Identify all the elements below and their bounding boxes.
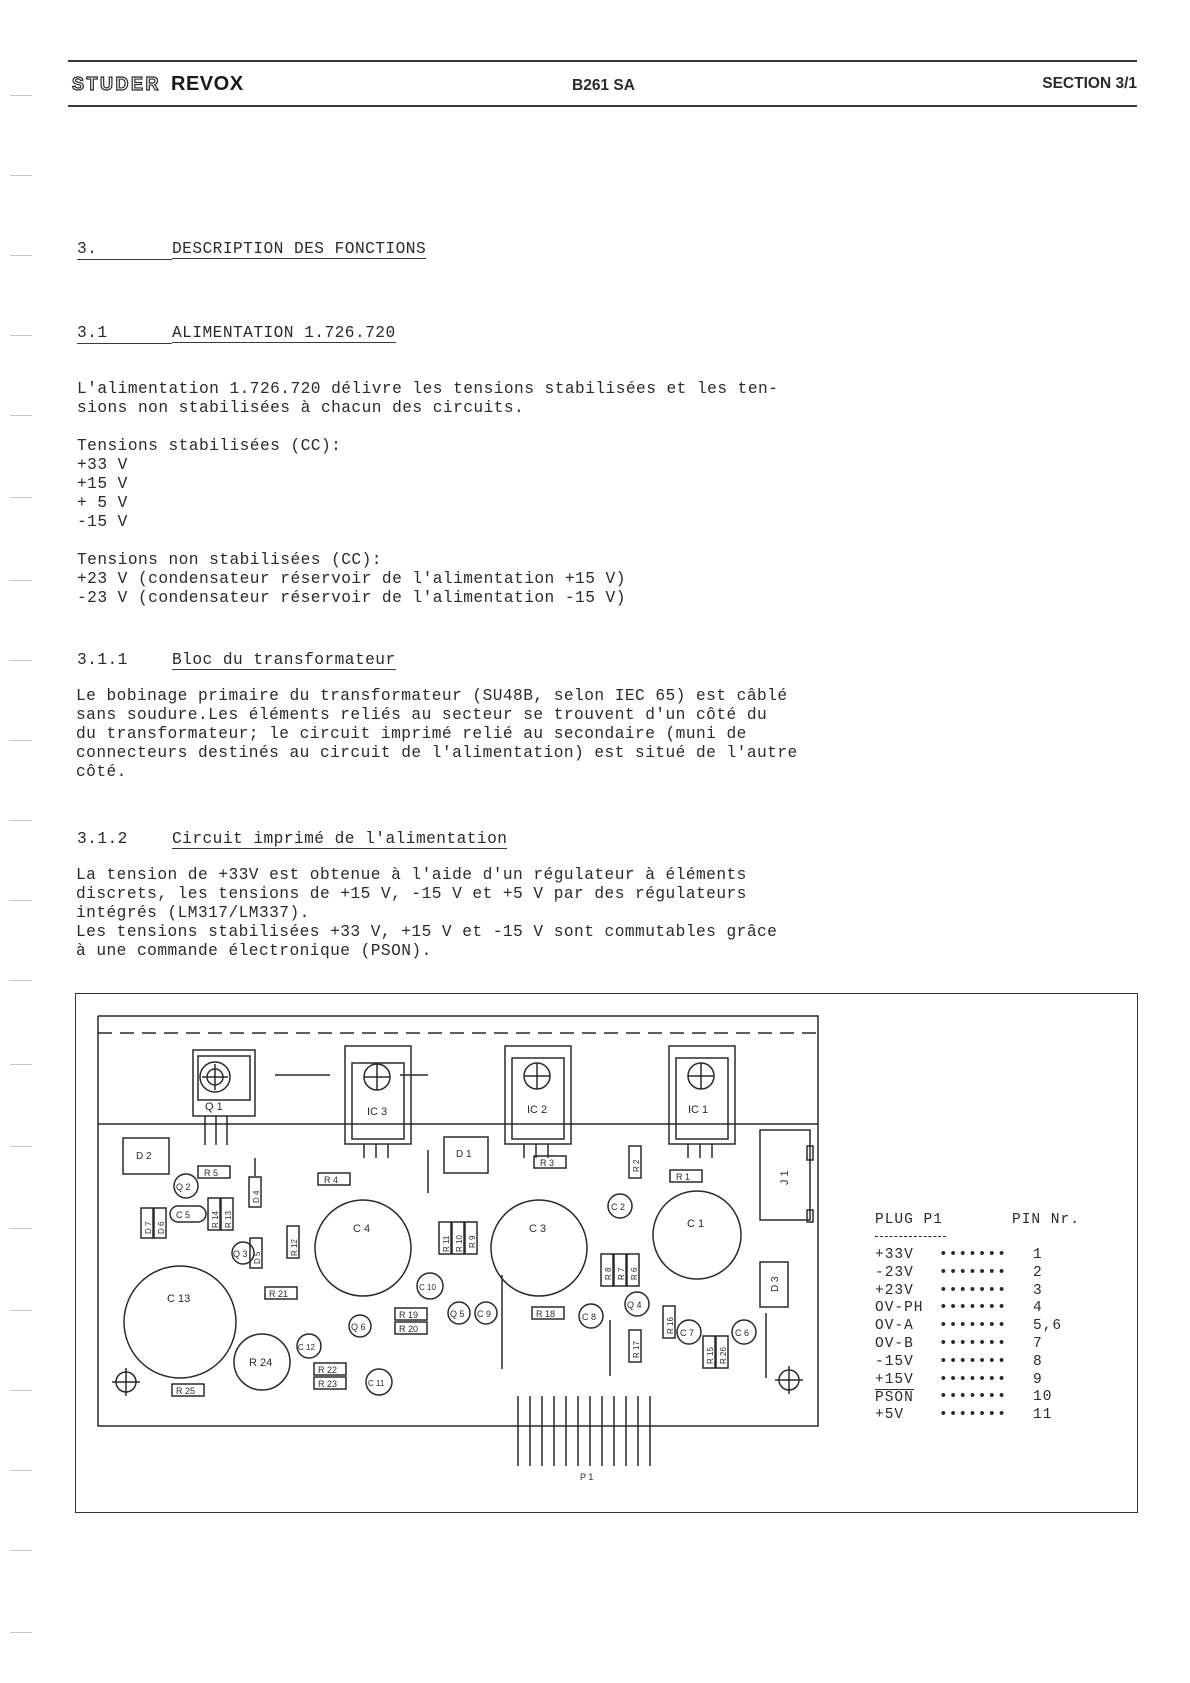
dot-leader: •••••••: [939, 1318, 1007, 1335]
resistor-r12: [287, 1226, 299, 1258]
row-signal: +33V: [875, 1247, 914, 1263]
capacitor-c9: [475, 1302, 497, 1324]
diode-d7: [141, 1208, 153, 1238]
brand-studer: STUDER: [72, 74, 162, 94]
dot-leader: •••••••: [939, 1300, 1007, 1317]
transistor-q1: [193, 1050, 255, 1145]
row-signal: OV-B: [875, 1335, 914, 1352]
stabilized-value: +33 V: [77, 456, 128, 474]
label-q1: Q 1: [205, 1101, 223, 1113]
capacitor-c4: [315, 1200, 411, 1296]
paragraph-line: sans soudure.Les éléments reliés au secteur se trouvent d'un côté du: [76, 706, 768, 724]
row-signal: +5V: [875, 1407, 905, 1424]
section-number: 3.1: [77, 324, 172, 344]
label-r11: R 11: [442, 1235, 451, 1252]
table-row: [875, 1389, 1090, 1407]
table-row: [875, 1300, 1090, 1318]
capacitor-c11: [366, 1369, 392, 1395]
stabilized-value: + 5 V: [77, 494, 128, 512]
dot-leader: •••••••: [939, 1389, 1007, 1406]
label-r12: R 12: [290, 1239, 299, 1256]
label-c7: C 7: [680, 1328, 695, 1338]
row-pin: 3: [1033, 1282, 1043, 1299]
dot-leader: •••••••: [939, 1371, 1007, 1388]
capacitor-c13: [124, 1266, 236, 1378]
resistor-r8: [601, 1254, 613, 1286]
row-pin: 8: [1033, 1353, 1043, 1370]
capacitor-c3: [491, 1200, 587, 1296]
table-row: [875, 1354, 1090, 1372]
nonstabilized-value: -23 V (condensateur réservoir de l'alimentation -15 V): [77, 589, 626, 607]
paragraph-line: discrets, les tensions de +15 V, -15 V et +5 V par des régulateurs: [76, 885, 747, 903]
nonstabilized-value: +23 V (condensateur réservoir de l'alimentation +15 V): [77, 570, 626, 588]
row-pin: 1: [1033, 1247, 1043, 1263]
label-d4: D 4: [252, 1190, 261, 1203]
stabilized-value: -15 V: [77, 513, 128, 531]
label-d5: D 5: [253, 1251, 262, 1264]
regulator-ic2: [505, 1046, 571, 1158]
row-signal: OV-PH: [875, 1300, 924, 1317]
label-r2: R 2: [632, 1159, 641, 1172]
chapter-number: 3.: [77, 240, 172, 260]
dot-leader: •••••••: [939, 1353, 1007, 1370]
label-r23: R 23: [318, 1379, 338, 1389]
resistor-r3: [534, 1156, 566, 1168]
paragraph-line: Le bobinage primaire du transformateur (SU48B, selon IEC 65) est câblé: [76, 687, 788, 705]
row-pin: 2: [1033, 1264, 1043, 1281]
row-pin: 10: [1033, 1389, 1053, 1406]
section-number: 3.1.2: [77, 830, 128, 848]
label-q6: Q 6: [351, 1322, 366, 1332]
paragraph-line: connecteurs destinés au circuit de l'alimentation) est situé de l'autre: [76, 744, 798, 762]
table-row: [875, 1265, 1090, 1283]
regulator-ic1: [669, 1046, 735, 1158]
resistor-r10: [452, 1222, 464, 1254]
nonstabilized-title: Tensions non stabilisées (CC):: [77, 551, 382, 569]
label-r8: R 8: [604, 1267, 613, 1280]
resistor-r15: [703, 1336, 715, 1368]
label-r5: R 5: [204, 1168, 219, 1178]
resistor-r16: [663, 1306, 675, 1338]
label-c2: C 2: [611, 1202, 626, 1212]
paragraph-line: sions non stabilisées à chacun des circuits.: [77, 399, 525, 417]
label-q3: Q 3: [233, 1249, 248, 1259]
label-r13: R 13: [224, 1211, 233, 1228]
label-r21: R 21: [269, 1289, 289, 1299]
row-signal: OV-A: [875, 1318, 914, 1335]
label-r17: R 17: [632, 1341, 641, 1358]
label-q2: Q 2: [176, 1182, 191, 1192]
table-row: [875, 1318, 1090, 1336]
capacitor-c1: [653, 1191, 741, 1279]
label-r15: R 15: [706, 1347, 715, 1364]
label-r18: R 18: [536, 1309, 556, 1319]
stabilized-title: Tensions stabilisées (CC):: [77, 437, 342, 455]
potentiometer-r24: [234, 1334, 290, 1390]
table-row: [875, 1336, 1090, 1354]
mounting-hole-left: [112, 1368, 140, 1396]
label-c4: C 4: [353, 1223, 371, 1235]
resistor-r17: [629, 1330, 641, 1362]
paragraph-line: Les tensions stabilisées +33 V, +15 V et -15 V sont commutables grâce: [76, 923, 778, 941]
label-d2: D 2: [136, 1151, 152, 1162]
resistor-r21: [265, 1287, 297, 1299]
section-title: Circuit imprimé de l'alimentation: [172, 830, 508, 848]
row-signal: PSON: [875, 1390, 914, 1407]
capacitor-c6: [732, 1320, 756, 1344]
table-row: [875, 1407, 1090, 1425]
resistor-r19: [395, 1308, 427, 1320]
chapter-title: DESCRIPTION DES FONCTIONS: [172, 240, 427, 258]
regulator-ic3: [345, 1046, 411, 1158]
resistor-r4: [318, 1173, 350, 1185]
capacitor-c10: [417, 1273, 443, 1299]
resistor-r20: [395, 1322, 427, 1334]
capacitor-c8: [579, 1304, 603, 1328]
label-r16: R 16: [666, 1317, 675, 1334]
diode-d4: [249, 1177, 261, 1207]
label-c12: C 12: [298, 1343, 315, 1352]
resistor-r14: [208, 1198, 220, 1230]
plug-p1-table: [875, 1212, 1090, 1425]
diode-bridge-d2: [123, 1138, 169, 1174]
label-ic1: IC 1: [688, 1104, 709, 1116]
resistor-r13: [221, 1198, 233, 1230]
label-ic3: IC 3: [367, 1106, 388, 1118]
label-c1: C 1: [687, 1218, 705, 1230]
diode-d6: [154, 1208, 166, 1238]
row-signal: +23V: [875, 1282, 914, 1299]
paragraph-line: à une commande électronique (PSON).: [76, 942, 432, 960]
label-r10: R 10: [455, 1235, 464, 1252]
label-r19: R 19: [399, 1310, 419, 1320]
dot-leader: •••••••: [939, 1282, 1007, 1299]
table-row: [875, 1283, 1090, 1301]
paragraph-line: côté.: [76, 763, 127, 781]
diode-d3: [760, 1262, 788, 1307]
label-c5: C 5: [176, 1210, 191, 1220]
row-pin: 5,6: [1033, 1318, 1063, 1335]
label-c6: C 6: [735, 1328, 750, 1338]
label-c11: C 11: [368, 1379, 385, 1388]
label-c9: C 9: [477, 1309, 492, 1319]
table-header-rule: [875, 1236, 946, 1237]
transistor-q4: [625, 1292, 649, 1316]
dot-leader: •••••••: [939, 1407, 1007, 1424]
paragraph-line: L'alimentation 1.726.720 délivre les tensions stabilisées et les ten-: [77, 380, 779, 398]
label-d1: D 1: [456, 1149, 472, 1160]
label-p1: P 1: [580, 1472, 594, 1482]
label-r14: R 14: [211, 1211, 220, 1228]
paragraph-line: intégrés (LM317/LM337).: [76, 904, 310, 922]
label-ic2: IC 2: [527, 1104, 548, 1116]
capacitor-c2: [608, 1194, 632, 1218]
brand-revox: REVOX: [171, 73, 244, 95]
label-r3: R 3: [540, 1158, 555, 1168]
connector-p1: [518, 1396, 650, 1482]
resistor-r2: [629, 1146, 641, 1178]
transistor-q2: [174, 1174, 198, 1198]
label-r6: R 6: [630, 1267, 639, 1280]
resistor-r18: [532, 1307, 564, 1319]
paragraph-line: du transformateur; le circuit imprimé relié au secondaire (muni de: [76, 725, 747, 743]
label-q4: Q 4: [627, 1300, 642, 1310]
label-j1: J 1: [779, 1170, 791, 1185]
label-r4: R 4: [324, 1175, 339, 1185]
label-q5: Q 5: [450, 1309, 465, 1319]
label-c3: C 3: [529, 1223, 547, 1235]
capacitor-c5: [170, 1206, 206, 1222]
resistor-r26: [716, 1336, 728, 1368]
resistor-r1: [670, 1170, 702, 1182]
row-pin: 7: [1033, 1335, 1043, 1352]
capacitor-c12: [297, 1334, 321, 1358]
section-title: Bloc du transformateur: [172, 651, 396, 669]
label-r26: R 26: [719, 1347, 728, 1364]
label-r24: R 24: [249, 1357, 273, 1369]
label-r20: R 20: [399, 1324, 419, 1334]
paragraph-line: La tension de +33V est obtenue à l'aide d'un régulateur à éléments: [76, 866, 747, 884]
resistor-r11: [439, 1222, 451, 1254]
resistor-r6: [627, 1254, 639, 1286]
table-header-plug: PLUG P1: [875, 1212, 943, 1228]
stabilized-value: +15 V: [77, 475, 128, 493]
label-c8: C 8: [582, 1312, 597, 1322]
label-r1: R 1: [676, 1172, 691, 1182]
section-title: ALIMENTATION 1.726.720: [172, 324, 396, 342]
row-signal: -23V: [875, 1264, 914, 1281]
table-row: [875, 1247, 1090, 1265]
connector-j1: [760, 1130, 813, 1222]
label-d6: D 6: [157, 1221, 166, 1234]
table-header-pin: PIN Nr.: [1012, 1212, 1080, 1228]
table-row: [875, 1372, 1090, 1390]
label-r9: R 9: [468, 1235, 477, 1248]
model-number: B261 SA: [572, 77, 635, 94]
row-pin: 4: [1033, 1300, 1043, 1317]
diode-d5: [250, 1238, 262, 1268]
row-signal: -15V: [875, 1353, 914, 1370]
dot-leader: •••••••: [939, 1247, 1007, 1263]
label-c13: C 13: [167, 1293, 191, 1305]
label-c10: C 10: [419, 1283, 436, 1292]
label-d3: D 3: [770, 1276, 781, 1292]
label-r22: R 22: [318, 1365, 338, 1375]
capacitor-c7: [677, 1320, 701, 1344]
row-pin: 11: [1033, 1407, 1053, 1424]
resistor-r23: [314, 1377, 346, 1389]
dot-leader: •••••••: [939, 1264, 1007, 1281]
transistor-q6: [349, 1315, 371, 1337]
resistor-r25: [172, 1384, 204, 1396]
diode-bridge-d1: [444, 1137, 488, 1173]
resistor-r22: [314, 1363, 346, 1375]
dot-leader: •••••••: [939, 1335, 1007, 1352]
label-r25: R 25: [176, 1386, 196, 1396]
label-r7: R 7: [617, 1267, 626, 1280]
resistor-r9: [465, 1222, 477, 1254]
row-signal: +15V: [875, 1371, 914, 1388]
section-label: SECTION 3/1: [1042, 75, 1137, 92]
resistor-r5: [198, 1166, 230, 1178]
row-pin: 9: [1033, 1371, 1043, 1388]
transistor-q5: [448, 1302, 470, 1324]
resistor-r7: [614, 1254, 626, 1286]
mounting-hole-right: [775, 1366, 803, 1394]
label-d7: D 7: [144, 1221, 153, 1234]
section-number: 3.1.1: [77, 651, 128, 669]
